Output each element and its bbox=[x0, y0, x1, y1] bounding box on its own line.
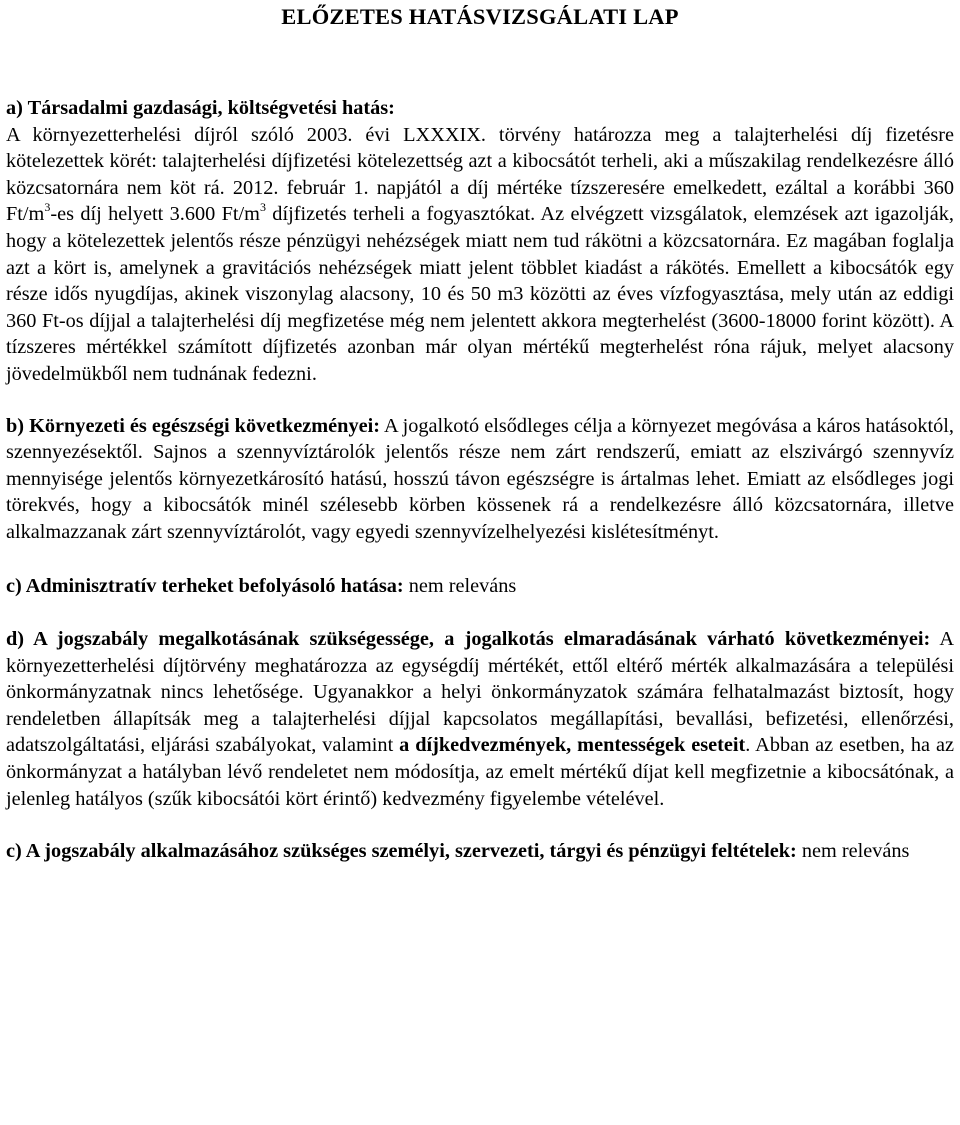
section-e-heading: c) A jogszabály alkalmazásához szükséges személyi, szervezeti, tárgyi és pénzügyi feltételek: bbox=[6, 840, 797, 863]
section-e bbox=[6, 838, 954, 865]
section-a-text-1: A környezetterhelési díjról szóló 2003. évi LXXXIX. törvény határozza meg a talajterhelési díj fizetésre kötelezettek körét: talajterhelési díjfizetési kötelezettség azt a kibocsátót terheli, aki a műszakilag rendelkezésre álló közcsatornára nem köt rá. 2012. február 1. napjától a díj mértéke tízszeresére emelkedett, ezáltal a korábbi 360 Ft/m bbox=[6, 123, 954, 226]
section-a-sup-1: 3 bbox=[44, 200, 51, 215]
section-d bbox=[6, 626, 954, 812]
section-d-heading: d) A jogszabály megalkotásának szükségessége, a jogalkotás elmaradásának várható következményei: bbox=[6, 628, 931, 651]
section-b-text: A jogalkotó elsődleges célja a környezet megóvása a káros hatásoktól, szennyezésektől. Sajnos a szennyvíztárolók jelentős része nem zárt rendszerű, emiatt az elszivárgó szennyvíz mennyisége jelentős környezetkárosító hatású, hosszú távon egészségre is ártalmas lehet. Emiatt az elsődleges jogi törekvés, hogy a kibocsátók minél szélesebb körben kössenek rá a rendelkezésre álló közcsatornára, illetve alkalmazzanak zárt szennyvíztárolót, vagy egyedi szennyvízelhelyezési kislétesítményt. bbox=[6, 414, 954, 543]
section-c bbox=[6, 573, 954, 600]
section-a-sup-2: 3 bbox=[259, 200, 266, 215]
section-e-text: nem releváns bbox=[796, 840, 910, 863]
section-c-text: nem releváns bbox=[403, 574, 517, 597]
document-page bbox=[6, 0, 954, 865]
section-b bbox=[6, 413, 954, 546]
section-c-heading: c) Adminisztratív terheket befolyásoló hatása: bbox=[6, 574, 404, 597]
section-a-text-4: Az elvégzett vizsgálatok, elemzések azt igazolják, hogy a kötelezettek jelentős része pénzügyi nehézségek miatt nem tud rákötni a közcsatornára. Ez magában foglalja azt a kört is, amelynek a gravitációs nehézségek miatt jelent többlet kiadást a rákötés. Emellett a kibocsátók egy része idős nyugdíjas, akinek viszonylag alacsony, 10 és 50 m3 közötti az éves vízfogyasztása, mely után az eddigi 360 Ft-os díjjal a talajterhelési díj megfizetése még nem jelentett akkora megterhelést (3600-18000 forint között). A tízszeres mértékkel számított díjfizetés azonban már olyan mértékű megterhelést róna rájuk, melyet alacsony jövedelmükből nem tudnának fedezni. bbox=[6, 203, 954, 385]
section-d-text-3: . Abban az esetben, ha az önkormányzat a hatályban lévő rendeletet nem módosítja, az emelt mértékű díjat kell megfizetnie a kibocsátónak, a jelenleg hatályos (szűk kibocsátói kört érintő) kedvezmény figyelembe vételével. bbox=[6, 734, 954, 810]
section-d-bold-2: a díjkedvezmények, mentességek eseteit bbox=[399, 734, 746, 757]
page-title: ELŐZETES HATÁSVIZSGÁLATI LAP bbox=[281, 4, 679, 29]
section-a-heading: a) Társadalmi gazdasági, költségvetési hatás: bbox=[6, 97, 395, 119]
section-b-heading: b) Környezeti és egészségi következményei: bbox=[6, 414, 380, 437]
section-a-text-3: díjfizetés terheli a fogyasztókat. bbox=[265, 203, 536, 226]
section-d-text-1: A környezetterhelési díjtörvény meghatározza az egységdíj mértékét, ettől eltérő mérték alkalmazására a települési önkormányzatnak nincs lehetősége. Ugyanakkor a helyi önkormányzatok számára felhatalmazást biztosít, hogy rendeletben állapítsák meg a talajterhelési díjjal kapcsolatos megállapítási, bevallási, befizetési, ellenőrzési, adatszolgáltatási, eljárási szabályokat, valamint bbox=[6, 628, 954, 757]
section-a bbox=[6, 95, 954, 388]
section-a-text-2: -es díj helyett 3.600 Ft/m bbox=[50, 203, 260, 226]
